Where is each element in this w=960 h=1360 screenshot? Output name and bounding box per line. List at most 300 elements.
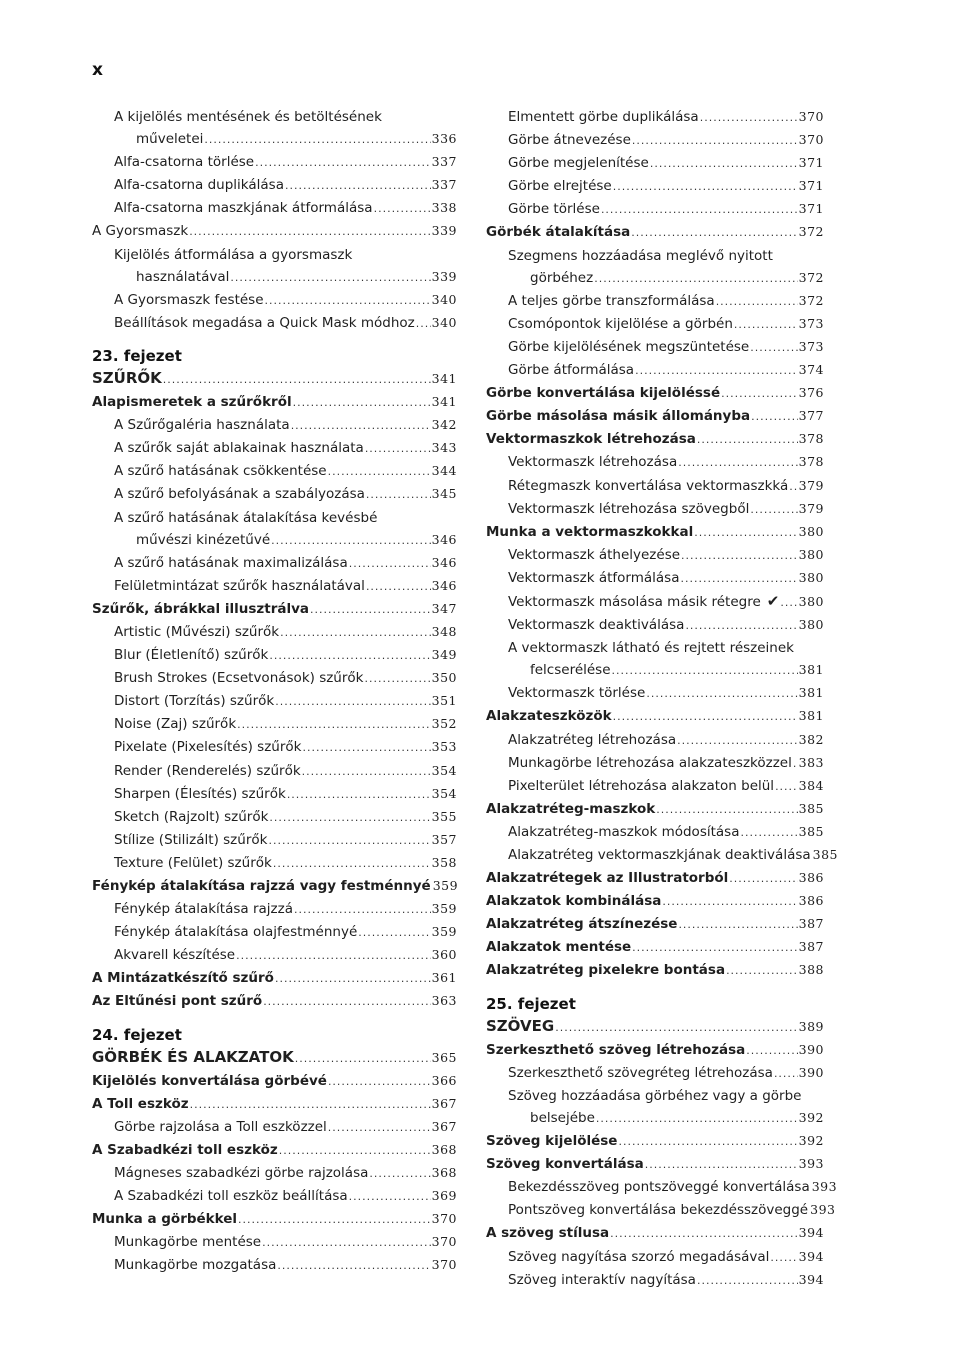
- toc-entry-title: A Gyorsmaszk: [92, 223, 189, 240]
- toc-entry[interactable]: [92, 437, 457, 460]
- toc-page-number: 380: [798, 569, 824, 585]
- toc-entry[interactable]: [92, 151, 457, 174]
- toc-entry-title: Szöveg hozzáadása görbéhez vagy a görbe: [508, 1087, 802, 1104]
- dot-leader: [662, 891, 797, 913]
- dot-leader: [635, 360, 798, 382]
- toc-entry[interactable]: [92, 644, 457, 667]
- toc-entry[interactable]: [92, 967, 457, 990]
- dot-leader: [275, 691, 430, 713]
- toc-entry[interactable]: [92, 197, 457, 220]
- toc-entry-title: Szöveg nagyítása szorzó megadásával: [508, 1248, 770, 1265]
- toc-entry[interactable]: [486, 1269, 824, 1292]
- toc-entry-title: Szerkeszthető szövegréteg létrehozása: [508, 1064, 773, 1081]
- dot-leader: [204, 129, 430, 151]
- toc-entry[interactable]: [92, 621, 457, 644]
- dot-leader: [601, 199, 798, 221]
- toc-entry[interactable]: [92, 266, 457, 289]
- toc-entry[interactable]: [92, 367, 457, 391]
- toc-entry[interactable]: [92, 289, 457, 312]
- toc-page-number: 387: [798, 939, 824, 955]
- dot-leader: [268, 830, 430, 852]
- toc-entry-title: A szöveg stílusa: [486, 1225, 610, 1242]
- dot-leader: [610, 1223, 798, 1245]
- toc-entry[interactable]: [92, 990, 457, 1013]
- dot-leader: [295, 1048, 431, 1070]
- toc-entry-title: Kijelölés konvertálása görbévé: [92, 1072, 327, 1089]
- toc-entry[interactable]: [486, 1246, 824, 1269]
- dot-leader: [613, 706, 798, 728]
- toc-page-number: 368: [431, 1141, 457, 1157]
- toc-entry-title: Szöveg konvertálása: [486, 1156, 644, 1173]
- toc-entry[interactable]: [92, 460, 457, 483]
- toc-entry-title: SZÖVEG: [486, 1016, 555, 1035]
- dot-leader: [365, 438, 431, 460]
- dot-leader: [750, 337, 797, 359]
- toc-entry-title: Blur (Életlenítő) szűrők: [114, 647, 269, 664]
- toc-entry[interactable]: [486, 1130, 824, 1153]
- toc-entry[interactable]: [92, 1116, 457, 1139]
- dot-leader: [685, 615, 797, 637]
- dot-leader: [694, 522, 797, 544]
- toc-entry-title: Artistic (Művészi) szűrők: [114, 623, 280, 640]
- toc-entry[interactable]: [486, 475, 824, 498]
- toc-entry[interactable]: [486, 1085, 824, 1107]
- dot-leader: [291, 415, 431, 437]
- toc-entry[interactable]: [92, 921, 457, 944]
- dot-leader: [697, 429, 798, 451]
- dot-leader: [279, 1140, 431, 1162]
- dot-leader: [793, 753, 798, 775]
- toc-entry-title: művészi kinézetűvé: [136, 531, 271, 548]
- dot-leader: [285, 175, 431, 197]
- toc-entry-title: Pixelate (Pixelesítés) szűrők: [114, 739, 302, 756]
- toc-entry[interactable]: [486, 682, 824, 705]
- toc-entry-title: Szerkeszthető szöveg létrehozása: [486, 1041, 746, 1058]
- toc-entry-title: használatával: [136, 268, 230, 285]
- toc-entry-title: Alakzatréteg-maszkok módosítása: [508, 823, 740, 840]
- toc-page-number: 373: [798, 315, 824, 331]
- toc-entry[interactable]: [486, 267, 824, 290]
- toc-entry[interactable]: [486, 959, 824, 982]
- toc-entry[interactable]: [92, 552, 457, 575]
- toc-page-number: 370: [431, 1257, 457, 1273]
- toc-entry[interactable]: [92, 128, 457, 151]
- dot-leader: [366, 576, 431, 598]
- toc-entry-title: Stílize (Stilizált) szűrők: [114, 831, 268, 848]
- toc-entry[interactable]: [486, 821, 824, 844]
- toc-entry-title: Vektormaszk törlése: [508, 685, 646, 702]
- toc-entry-title: Görbe rajzolása a Toll eszközzel: [114, 1118, 327, 1135]
- dot-leader: [678, 914, 797, 936]
- toc-entry-title: Bekezdésszöveg pontszöveggé konvertálása: [508, 1179, 810, 1196]
- toc-entry-title: Vektormaszk létrehozása szövegből: [508, 500, 750, 517]
- dot-leader: [349, 553, 431, 575]
- toc-page-number: 370: [798, 109, 824, 124]
- dot-leader: [789, 476, 797, 498]
- toc-entry[interactable]: [92, 829, 457, 852]
- toc-page-number: 360: [431, 947, 457, 963]
- toc-page-number: 349: [431, 647, 457, 663]
- toc-entry-title: Alfa-csatorna maszkjának átformálása: [114, 200, 373, 217]
- toc-page-number: 339: [431, 223, 457, 239]
- toc-entry[interactable]: [486, 590, 824, 614]
- toc-page-number: 343: [431, 440, 457, 456]
- toc-page-number: 393: [798, 1156, 824, 1172]
- toc-entry[interactable]: [92, 1162, 457, 1185]
- toc-entry[interactable]: [92, 1254, 457, 1277]
- toc-entry-title: Rétegmaszk konvertálása vektormaszkká: [508, 477, 789, 494]
- toc-entry-title: Render (Renderelés) szűrők: [114, 762, 301, 779]
- chapter-heading: 25. fejezet: [486, 994, 576, 1013]
- toc-page-number: 383: [798, 754, 824, 770]
- toc-page-number: 365: [431, 1049, 457, 1065]
- toc-page-number: 366: [431, 1072, 457, 1088]
- toc-entry-title: Alfa-csatorna duplikálása: [114, 177, 284, 194]
- toc-page-number: 373: [798, 338, 824, 354]
- toc-entry-title: Beállítások megadása a Quick Mask módhoz: [114, 314, 415, 331]
- toc-entry[interactable]: [92, 875, 457, 898]
- toc-page-number: 336: [431, 131, 457, 147]
- toc-entry[interactable]: [92, 529, 457, 552]
- toc-page-number: 384: [798, 777, 824, 793]
- dot-leader: [596, 1108, 798, 1130]
- toc-page-number: 394: [798, 1248, 824, 1264]
- toc-entry[interactable]: [486, 152, 824, 175]
- toc-entry[interactable]: [486, 313, 824, 336]
- toc-page-number: 371: [798, 178, 824, 194]
- toc-page-number: 344: [431, 463, 457, 479]
- toc-entry[interactable]: [92, 507, 457, 529]
- toc-entry-title: Fénykép átalakítása olajfestménnyé: [114, 924, 358, 941]
- toc-left-column: [92, 106, 457, 1278]
- toc-entry[interactable]: [92, 174, 457, 197]
- toc-page-number: 390: [798, 1064, 824, 1080]
- toc-entry[interactable]: [92, 1231, 457, 1254]
- toc-page-number: 359: [431, 924, 457, 940]
- toc-entry-title: Vektormaszk létrehozása: [508, 454, 678, 471]
- toc-page-number: 371: [798, 155, 824, 171]
- toc-entry[interactable]: [486, 1062, 824, 1085]
- toc-entry-title: Akvarell készítése: [114, 947, 236, 964]
- toc-entry-title: Alakzatok kombinálása: [486, 893, 662, 910]
- toc-page-number: 354: [431, 762, 457, 778]
- toc-entry-title: A Toll eszköz: [92, 1095, 189, 1112]
- toc-page-number: 387: [798, 916, 824, 932]
- dot-leader: [271, 530, 431, 552]
- dot-leader: [613, 176, 798, 198]
- toc-page-number: 381: [798, 708, 824, 724]
- toc-page-number: 361: [431, 970, 457, 986]
- dot-leader: [374, 198, 431, 220]
- toc-entry[interactable]: [92, 1185, 457, 1208]
- toc-entry[interactable]: [486, 1153, 824, 1176]
- dot-leader: [236, 945, 431, 967]
- toc-entry[interactable]: [486, 844, 839, 867]
- dot-leader: [302, 761, 431, 783]
- toc-page-number: 380: [798, 546, 824, 562]
- toc-entry[interactable]: [486, 567, 824, 590]
- toc-entry[interactable]: [92, 414, 457, 437]
- toc-right-column: [486, 106, 839, 1292]
- toc-entry-title: Pixelterület létrehozása alakzaton belül: [508, 777, 775, 794]
- toc-entry[interactable]: [92, 575, 457, 598]
- toc-entry[interactable]: [92, 783, 457, 806]
- toc-entry-title: Görbék átalakítása: [486, 224, 631, 241]
- toc-entry-title: A szűrő befolyásának a szabályozása: [114, 486, 365, 503]
- toc-entry[interactable]: [92, 220, 457, 243]
- toc-page-number: 378: [798, 431, 824, 447]
- toc-entry[interactable]: [486, 451, 824, 474]
- dot-leader: [700, 107, 798, 129]
- dot-leader: [238, 1209, 431, 1231]
- toc-page-number: 337: [431, 154, 457, 170]
- toc-entry[interactable]: [486, 359, 824, 382]
- toc-entry-title: Brush Strokes (Ecsetvonások) szűrők: [114, 670, 364, 687]
- toc-entry-title: SZŰRŐK: [92, 368, 162, 387]
- toc-entry[interactable]: [92, 667, 457, 690]
- toc-entry[interactable]: [92, 244, 457, 266]
- toc-page-number: 393: [811, 1179, 838, 1195]
- toc-page-number: 359: [432, 878, 459, 893]
- dot-leader: [751, 406, 798, 428]
- dot-leader: [190, 1094, 431, 1116]
- toc-entry[interactable]: [486, 614, 824, 637]
- toc-entry-title: Alakzatréteg átszínezése: [486, 916, 678, 933]
- toc-entry-title: GÖRBÉK ÉS ALAKZATOK: [92, 1047, 294, 1066]
- toc-entry-title: A vektormaszk látható és rejtett részeinek: [508, 640, 794, 657]
- toc-entry[interactable]: [92, 391, 457, 414]
- dot-leader: [302, 737, 430, 759]
- toc-entry-title: Vektormaszk átformálása: [508, 569, 680, 586]
- toc-entry-title: Görbe átnevezése: [508, 132, 631, 149]
- dot-leader: [750, 499, 797, 521]
- toc-entry-title: Szöveg interaktív nagyítása: [508, 1271, 696, 1288]
- toc-page-number: 340: [431, 291, 457, 307]
- toc-entry[interactable]: [486, 1199, 836, 1222]
- dot-leader: [650, 153, 798, 175]
- toc-entry[interactable]: [486, 336, 824, 359]
- toc-entry[interactable]: [486, 752, 824, 775]
- toc-entry[interactable]: [486, 175, 824, 198]
- toc-entry-title: Görbe konvertálása kijelöléssé: [486, 385, 721, 402]
- toc-entry[interactable]: [486, 1039, 824, 1062]
- toc-page-number: 376: [798, 385, 824, 401]
- toc-page-number: 350: [431, 670, 457, 686]
- page-number-roman: x: [92, 60, 103, 80]
- toc-entry[interactable]: [92, 760, 457, 783]
- dot-leader: [697, 1270, 798, 1292]
- toc-entry[interactable]: [92, 690, 457, 713]
- dot-leader: [328, 461, 431, 483]
- toc-entry-title: Distort (Torzítás) szűrők: [114, 693, 275, 710]
- toc-page-number: 345: [431, 486, 457, 502]
- toc-entry[interactable]: [486, 867, 824, 890]
- dot-leader: [273, 853, 431, 875]
- toc-page-number: 363: [431, 993, 457, 1009]
- toc-page-number: 354: [431, 785, 457, 801]
- toc-entry-title: Görbe kijelölésének megszüntetése: [508, 338, 750, 355]
- dot-leader: [632, 937, 797, 959]
- toc-page-number: 367: [431, 1118, 457, 1134]
- dot-leader: [369, 1163, 430, 1185]
- toc-page-number: 372: [798, 269, 824, 285]
- toc-page-number: 385: [812, 847, 839, 862]
- toc-entry[interactable]: [486, 637, 824, 659]
- toc-entry[interactable]: [486, 405, 824, 428]
- toc-entry[interactable]: [486, 890, 824, 913]
- toc-entry[interactable]: [486, 106, 824, 129]
- toc-entry-title: A Szűrőgaléria használata: [114, 417, 290, 434]
- toc-entry[interactable]: [92, 1093, 457, 1116]
- toc-entry[interactable]: [486, 245, 824, 267]
- toc-entry[interactable]: [486, 198, 824, 221]
- dot-leader: [645, 1154, 798, 1176]
- check-mark-icon: ✔: [766, 591, 780, 610]
- toc-entry-title: belsejébe: [530, 1109, 595, 1126]
- toc-entry-title: A teljes görbe transzformálása: [508, 292, 715, 309]
- toc-entry[interactable]: [486, 544, 824, 567]
- dot-leader: [277, 1255, 430, 1277]
- toc-entry-title: Vektormaszkok létrehozása: [486, 431, 696, 448]
- toc-page-number: 380: [798, 617, 824, 633]
- dot-leader: [721, 383, 798, 405]
- toc-entry-title: A Szabadkézi toll eszköz: [92, 1141, 278, 1158]
- toc-entry[interactable]: [486, 1107, 824, 1130]
- toc-entry[interactable]: [486, 705, 824, 728]
- toc-entry[interactable]: [92, 106, 457, 128]
- dot-leader: [349, 1186, 431, 1208]
- toc-entry-title: Görbe törlése: [508, 201, 600, 218]
- toc-page-number: 379: [798, 500, 824, 516]
- toc-entry[interactable]: [486, 428, 824, 451]
- toc-entry[interactable]: [486, 729, 824, 752]
- toc-entry[interactable]: [486, 1176, 838, 1199]
- toc-entry-title: Sketch (Rajzolt) szűrők: [114, 808, 269, 825]
- toc-page-number: 374: [798, 362, 824, 378]
- dot-leader: [287, 784, 431, 806]
- toc-entry-title: Munkagörbe mozgatása: [114, 1257, 277, 1274]
- toc-page-number: 346: [431, 554, 457, 570]
- toc-page-number: 346: [431, 531, 457, 547]
- toc-entry[interactable]: [486, 775, 824, 798]
- toc-entry[interactable]: [486, 498, 824, 521]
- toc-entry-title: A Mintázatkészítő szűrő: [92, 970, 274, 987]
- toc-page-number: 355: [431, 808, 457, 824]
- dot-leader: [275, 968, 431, 990]
- toc-entry-title: Alakzatok mentése: [486, 939, 632, 956]
- toc-entry[interactable]: [92, 806, 457, 829]
- dot-leader: [775, 776, 798, 798]
- toc-entry-title: Mágneses szabadkézi görbe rajzolása: [114, 1165, 369, 1182]
- dot-leader: [716, 291, 798, 313]
- toc-entry-title: A szűrő hatásának átalakítása kevésbé: [114, 509, 378, 526]
- toc-page-number: 372: [798, 292, 824, 308]
- dot-leader: [294, 899, 431, 921]
- dot-leader: [416, 313, 431, 335]
- dot-leader: [265, 290, 431, 312]
- toc-entry-title: Kijelölés átformálása a gyorsmaszk: [114, 246, 353, 263]
- toc-entry-title: Az Eltűnési pont szűrő: [92, 993, 263, 1010]
- dot-leader: [189, 221, 430, 243]
- toc-entry[interactable]: [486, 521, 824, 544]
- toc-entry[interactable]: [486, 1222, 824, 1245]
- toc-entry[interactable]: [486, 1015, 824, 1039]
- toc-page-number: 369: [431, 1188, 457, 1204]
- toc-entry-title: Munkagörbe létrehozása alakzateszközzel: [508, 754, 792, 771]
- toc-page-number: 394: [798, 1225, 824, 1241]
- toc-entry[interactable]: [92, 312, 457, 335]
- dot-leader: [740, 822, 797, 844]
- toc-entry-title: A szűrő hatásának maximalizálása: [114, 554, 348, 571]
- toc-entry[interactable]: [92, 898, 457, 921]
- toc-entry-title: Szegmens hozzáadása meglévő nyitott: [508, 247, 773, 264]
- toc-entry-title: Vektormaszk deaktiválása: [508, 617, 685, 634]
- toc-entry-title: Szűrők, ábrákkal illusztrálva: [92, 600, 310, 617]
- toc-page-number: 367: [431, 1095, 457, 1111]
- dot-leader: [594, 268, 797, 290]
- toc-entry[interactable]: [92, 1070, 457, 1093]
- toc-entry[interactable]: [486, 936, 824, 959]
- toc-page-number: 389: [798, 1018, 824, 1034]
- toc-entry[interactable]: [486, 913, 824, 936]
- dot-leader: [774, 1063, 798, 1085]
- toc-entry[interactable]: [486, 659, 824, 682]
- toc-page-number: 342: [431, 417, 457, 433]
- toc-page-number: 340: [431, 314, 457, 330]
- dot-leader: [255, 152, 431, 174]
- toc-entry-title: Alakzatréteg pixelekre bontása: [486, 962, 726, 979]
- toc-entry-title: műveletei: [136, 131, 204, 148]
- toc-entry[interactable]: [92, 1208, 457, 1231]
- toc-page-number: 380: [798, 523, 824, 539]
- toc-entry-title: Alakzateszközök: [486, 708, 612, 725]
- toc-entry[interactable]: [486, 798, 824, 821]
- toc-page-number: 357: [431, 831, 457, 847]
- dot-leader: [310, 599, 431, 621]
- toc-page-number: 341: [431, 394, 457, 410]
- dot-leader: [163, 369, 431, 391]
- toc-entry[interactable]: [92, 1139, 457, 1162]
- toc-entry[interactable]: [92, 1046, 457, 1070]
- toc-page-number: 338: [431, 200, 457, 216]
- toc-entry[interactable]: [92, 944, 457, 967]
- toc-entry-title: Alakzatréteg-maszkok: [486, 800, 656, 817]
- toc-entry[interactable]: [92, 736, 457, 759]
- toc-entry[interactable]: [92, 598, 457, 621]
- toc-entry-title: Görbe elrejtése: [508, 178, 612, 195]
- toc-page-number: 370: [798, 132, 824, 148]
- toc-entry[interactable]: [92, 483, 457, 506]
- toc-page-number: 372: [798, 224, 824, 240]
- toc-entry[interactable]: [486, 221, 824, 244]
- dot-leader: [237, 714, 431, 736]
- toc-page-number: 359: [431, 901, 457, 917]
- toc-entry-title: Görbe átformálása: [508, 362, 635, 379]
- toc-page-number: 337: [431, 177, 457, 193]
- toc-entry[interactable]: [486, 129, 824, 152]
- toc-entry[interactable]: [486, 290, 824, 313]
- toc-page-number: 390: [798, 1041, 824, 1057]
- toc-page-number: 381: [798, 685, 824, 701]
- toc-page-number: 388: [798, 962, 824, 978]
- dot-leader: [293, 392, 431, 414]
- toc-entry[interactable]: [92, 713, 457, 736]
- toc-page-number: 378: [798, 454, 824, 470]
- dot-leader: [680, 568, 797, 590]
- toc-entry[interactable]: [92, 852, 457, 875]
- dot-leader: [328, 1071, 431, 1093]
- toc-entry[interactable]: [486, 382, 824, 405]
